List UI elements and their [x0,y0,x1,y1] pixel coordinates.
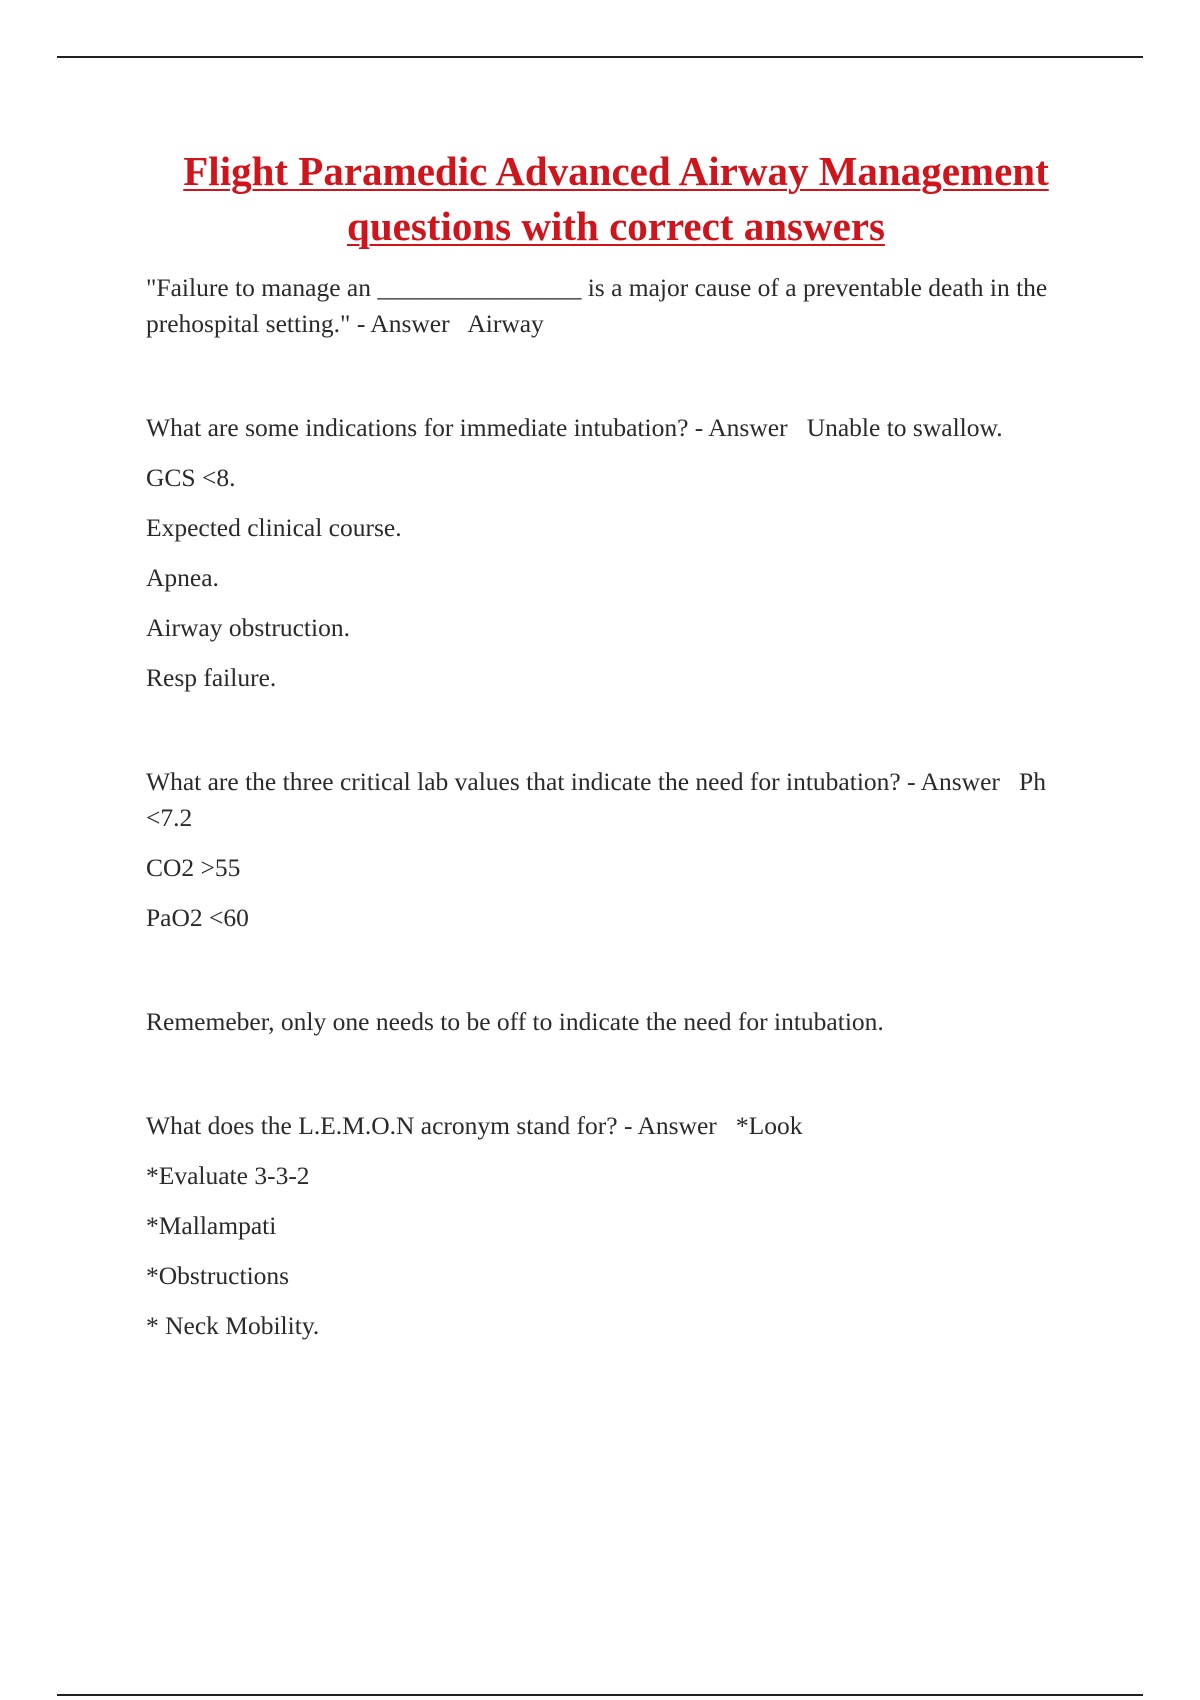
answer-line: * Neck Mobility. [146,1311,320,1340]
answer-text: *Look [735,1111,803,1140]
qa-question-line [146,1108,1086,1144]
answer-line: CO2 >55 [146,853,241,882]
answer-line: *Mallampati [146,1211,277,1240]
bottom-rule [57,1694,1143,1696]
answer-line: GCS <8. [146,463,236,492]
qa-question-line [146,764,1086,836]
answer-line: Airway obstruction. [146,613,350,642]
answer-line: Resp failure. [146,663,277,692]
qa-item [146,1004,1086,1040]
title-line-2: questions with correct answers [347,203,885,249]
title-line-1: Flight Paramedic Advanced Airway Management [183,148,1049,194]
spacer [146,1054,1086,1108]
spacer [146,356,1086,410]
answer-line: Expected clinical course. [146,513,402,542]
spacer [146,950,1086,1004]
qa-item [146,410,1086,696]
question-text: What are the three critical lab values that indicate the need for intubation? - Answer [146,767,1000,796]
qa-item [146,764,1086,936]
answer-line: *Evaluate 3-3-2 [146,1161,310,1190]
question-text: "Failure to manage an ________________ is a major cause of a preventable death in the prehospital setting." - Answer [146,273,1048,338]
question-text: What are some indications for immediate intubation? - Answer [146,413,788,442]
qa-item [146,270,1086,342]
answer-line: *Obstructions [146,1261,290,1290]
qa-item [146,1108,1086,1344]
question-text: What does the L.E.M.O.N acronym stand for? - Answer [146,1111,717,1140]
document-body [146,270,1086,1358]
answer-text: Ph <7.2 [146,767,1046,832]
answer-line: Apnea. [146,563,219,592]
answer-text: Unable to swallow. [806,413,1003,442]
qa-question-line [146,410,1086,446]
answer-line: PaO2 <60 [146,903,249,932]
top-rule [57,56,1143,58]
document-title [100,144,1132,254]
qa-question-line [146,270,1086,342]
spacer [146,710,1086,764]
answer-text: Airway [467,309,544,338]
note-line: Rememeber, only one needs to be off to indicate the need for intubation. [146,1007,884,1036]
